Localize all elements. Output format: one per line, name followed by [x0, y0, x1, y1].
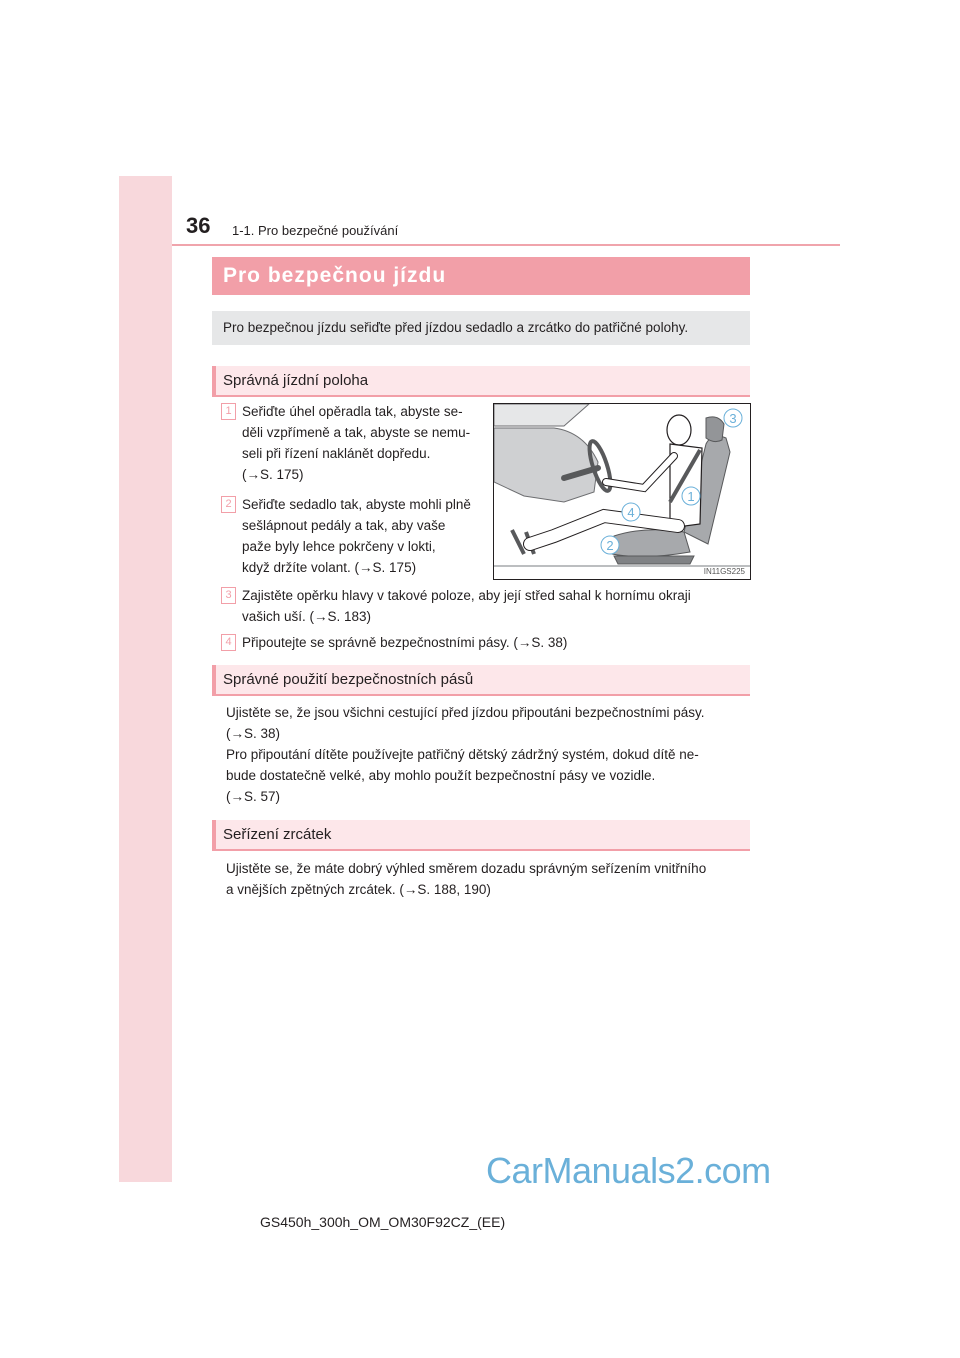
callout-3-label: 3 [729, 411, 737, 426]
page-title: Pro bezpečnou jízdu [223, 264, 447, 287]
step-4-text: Připoutejte se správně bezpečnostními pásy. (→S. 38) [242, 635, 568, 650]
step-number-badge: 4 [221, 634, 236, 651]
callout-4-label: 4 [627, 505, 635, 520]
step-1-text [242, 401, 486, 485]
section-label: 1-1. Pro bezpečné používání [232, 223, 399, 238]
callout-2 [601, 536, 619, 554]
seat-belts-text [226, 702, 748, 807]
step-number-badge: 1 [221, 403, 236, 420]
callout-4 [622, 503, 640, 521]
step-1-line: Seřiďte úhel opěradla tak, abyste se- [242, 404, 463, 419]
step-3-text [242, 585, 748, 627]
subheading-label: Správná jízdní poloha [223, 372, 369, 389]
watermark: CarManuals2.com [486, 1150, 771, 1191]
step-1-line: děli vzpřímeně a tak, abyste se nemu- [242, 425, 471, 440]
subheading-mirrors [212, 820, 750, 851]
step-2-text [242, 494, 486, 578]
step-3-line: vašich uší. (→S. 183) [242, 609, 372, 624]
seat-belts-line: Ujistěte se, že jsou všichni cestující před jízdou připoutáni bezpečnostními pásy. [226, 705, 705, 720]
subheading-label: Správné použití bezpečnostních pásů [223, 671, 474, 688]
step-1-ref[interactable]: (→S. 175) [242, 467, 304, 482]
driver-seat-illustration [494, 404, 750, 579]
intro-box [212, 311, 750, 345]
header-rule [172, 244, 840, 246]
subheading-driving-position [212, 366, 750, 397]
step-3-line: Zajistěte opěrku hlavy v takové poloze, aby její střed sahal k hornímu okraji [242, 588, 691, 603]
subheading-label: Seřízení zrcátek [223, 826, 332, 843]
seat-belts-line: bude dostatečně velké, aby mohlo použít bezpečnostní pásy ve vozidle. [226, 768, 656, 783]
page-number: 36 [186, 213, 211, 238]
seat-belts-ref[interactable]: (→S. 57) [226, 789, 281, 804]
mirrors-line: Ujistěte se, že máte dobrý výhled směrem dozadu správným seřízením vnitřního [226, 861, 707, 876]
side-strip [119, 176, 172, 1182]
callout-1-label: 1 [687, 489, 695, 504]
step-number-badge: 2 [221, 496, 236, 513]
step-number-badge: 3 [221, 587, 236, 604]
callout-2-label: 2 [606, 538, 614, 553]
callout-3 [724, 409, 742, 427]
subheading-seat-belts [212, 665, 750, 696]
driving-position-figure [493, 403, 751, 580]
callout-1 [682, 487, 700, 505]
step-2-line: Seřiďte sedadlo tak, abyste mohli plně [242, 497, 471, 512]
intro-text: Pro bezpečnou jízdu seřiďte před jízdou sedadlo a zrcátko do patřičné polohy. [223, 320, 689, 335]
seat-belts-ref[interactable]: (→S. 38) [226, 726, 281, 741]
title-bar [212, 257, 750, 295]
mirrors-line: a vnějších zpětných zrcátek. (→S. 188, 190) [226, 882, 491, 897]
step-2-line: sešlápnout pedály a tak, aby vaše [242, 518, 446, 533]
mirrors-text [226, 858, 748, 900]
figure-code: IN11GS225 [703, 567, 745, 576]
document-code: GS450h_300h_OM_OM30F92CZ_(EE) [260, 1214, 506, 1230]
seat-belts-line: Pro připoutání dítěte používejte patřičný dětský zádržný systém, dokud dítě ne- [226, 747, 699, 762]
step-2-line: paže byly lehce pokrčeny v lokti, [242, 539, 436, 554]
step-1-line: seli při řízení naklánět dopředu. [242, 446, 431, 461]
step-2-line: když držíte volant. (→S. 175) [242, 560, 417, 575]
